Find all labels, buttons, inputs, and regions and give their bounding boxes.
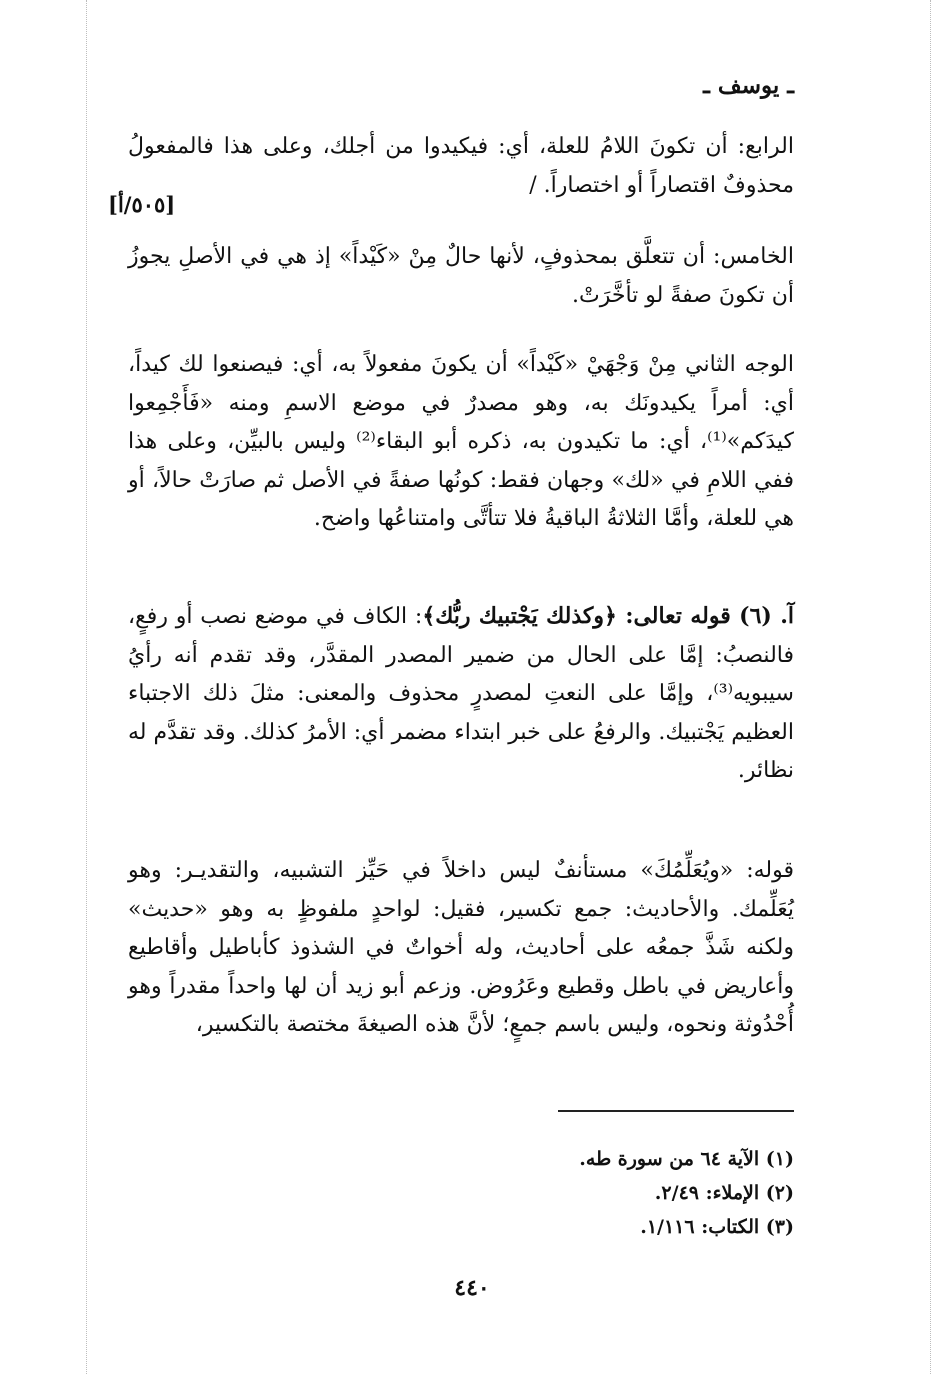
left-scan-edge — [86, 0, 87, 1374]
page-number: ٤٤٠ — [454, 1275, 490, 1301]
verse-reference: آ. (٦) قوله تعالى: ﴿وكذلك يَجْتبيك ربُّك﴾ — [422, 603, 794, 629]
right-scan-edge — [930, 0, 931, 1374]
folio-marker: [٥٠٥/أ] — [108, 192, 176, 217]
paragraph-4-body: : الكاف في موضع نصب أو رفعٍ، فالنصبُ: إمَّا على الحال من ضمير المصدر المقدَّر، وقد تقدم أنه رأيُ سيبويه⁽³⁾، وإمَّا على النعتِ لمصدرٍ محذوف والمعنى: مثلَ ذلك الاجتباء العظيم يَجْتبيك. والرفعُ على خبر ابتداء مضمر أي: الأمرُ كذلك. وقد تقدَّم له نظائر. — [128, 604, 794, 783]
paragraph-5: قوله: «ويُعَلِّمُكَ» مستأنفٌ ليس داخلاً في حَيِّز التشبيه، والتقديـر: وهو يُعَلِّمك. والأحاديث: جمع تكسير، فقيل: لواحدٍ ملفوظٍ به وهو «حديث» ولكنه شَذَّ جمعُه على أحاديث، وله أخواتٌ في الشذوذ كأباطيل وأقاطيع وأعاريض في باطل وقطيع وعَرُوض. وزعم أبو زيد أن لها واحداً مقدراً وهو أُحْدُوثة ونحوه، وليس باسم جمعٍ؛ لأنَّ هذه الصيغةَ مختصة بالتكسير، — [128, 858, 794, 1037]
paragraph-2: الخامس: أن تتعلَّق بمحذوفٍ، لأنها حالٌ مِنْ «كَيْداً» إذ هي في الأصلِ يجوزُ أن تكونَ صفةً لو تأخَّرَتْ. — [128, 244, 794, 308]
footnote-1: (١) الآية ٦٤ من سورة طه. — [579, 1148, 794, 1170]
paragraph-4 — [128, 597, 794, 791]
footnote-3: (٣) الكتاب: ١/١١٦. — [640, 1216, 794, 1238]
footnotes — [579, 1142, 794, 1244]
footnote-separator — [558, 1110, 794, 1112]
paragraph-3: الوجه الثاني مِنْ وَجْهَيْ «كَيْداً» أن يكونَ مفعولاً به، أي: فيصنعوا لك كيداً، أي: أمراً يكيدونَك به، وهو مصدرٌ في موضع الاسمِ ومنه «فَأَجْمِعوا كيدَكم»⁽¹⁾، أي: ما تكيدون به، ذكره أبو البقاء⁽²⁾ وليس بالبيِّن، وعلى هذا ففي اللامِ في «لك» وجهان فقط: كونُها صفةً في الأصل ثم صارَتْ حالاً، أو هي للعلة، وأمَّا الثلاثةُ الباقيةُ فلا تتأتَّى وامتناعُها واضح. — [128, 352, 794, 531]
running-header: ـ يوسف ـ — [703, 72, 794, 99]
paragraph-1: الرابع: أن تكونَ اللامُ للعلة، أي: فيكيدوا من أجلك، وعلى هذا فالمفعولُ محذوفٌ اقتصاراً أو اختصاراً. / — [128, 134, 794, 198]
footnote-2: (٢) الإملاء: ٢/٤٩. — [654, 1182, 794, 1204]
